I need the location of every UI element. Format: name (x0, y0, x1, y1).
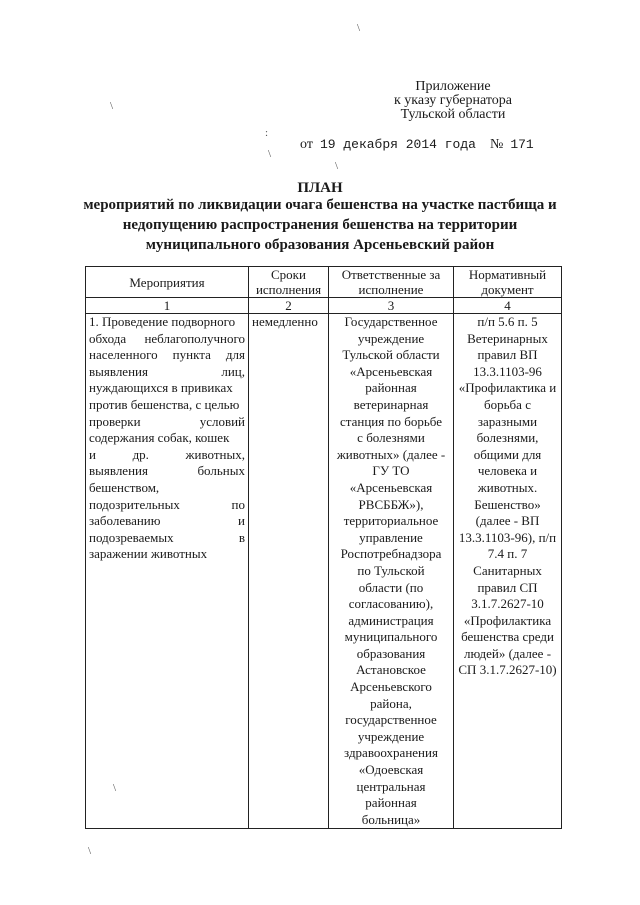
responsible-line: администрация (348, 612, 434, 628)
responsible-line: управление (359, 529, 423, 545)
document-line: 3.1.7.2627-10 (471, 596, 544, 612)
measure-word: лиц, (221, 363, 245, 379)
document-line: «Профилактика и (458, 380, 557, 396)
decree-number-label: № (489, 137, 504, 152)
responsible-line: Государственное (344, 314, 438, 329)
measure-line (89, 447, 245, 464)
responsible-line: станция по борьбе (340, 413, 442, 429)
responsible-line: по Тульской (357, 562, 425, 578)
document-line: Санитарных (473, 562, 542, 578)
measure-word: больных (197, 463, 245, 479)
measure-line (89, 364, 245, 381)
document-line: СП 3.1.7.2627-10) (458, 662, 557, 678)
plan-title: ПЛАН (297, 180, 343, 196)
measure-line (89, 380, 245, 397)
responsible-line: Арсеньевского (350, 679, 432, 695)
scan-mark: \ (335, 160, 339, 172)
responsible-line: районная (365, 795, 417, 811)
responsible-line: государственное (345, 712, 437, 728)
measure-line (89, 414, 245, 431)
responsible-line: ГУ ТО (372, 463, 410, 479)
document-line: общими для (473, 446, 542, 462)
document-line: 13.3.1103-96 (473, 363, 542, 379)
scan-mark: \ (268, 148, 272, 160)
plan-subtitle (70, 195, 570, 255)
scan-mark: \ (113, 782, 117, 794)
responsible-line: Роспотребнадзора (340, 546, 442, 562)
measure-line (89, 530, 245, 547)
responsible-line: учреждение (357, 728, 425, 744)
measure-line (89, 347, 245, 364)
measure-word: нуждающихся в привиках (89, 380, 233, 396)
responsible-line: муниципального (344, 629, 438, 645)
document-line: 13.3.1103-96), п/п (458, 529, 557, 545)
responsible-line: животных» (далее - (336, 446, 446, 462)
measure-word: выявления (89, 463, 148, 479)
responsible-line: района, (370, 695, 412, 711)
responsible-cell (329, 314, 454, 829)
measure-line (89, 497, 245, 514)
document-line: человека и (477, 463, 538, 479)
document-line: болезнями, (476, 430, 539, 446)
subtitle-line: мероприятий по ликвидации очага бешенства на участке пастбища и (83, 197, 557, 213)
scan-mark: \ (110, 100, 114, 112)
measure-line (89, 463, 245, 480)
decree-prefix: от (300, 137, 313, 152)
scan-mark: : (265, 127, 269, 139)
appendix-block (368, 80, 538, 122)
responsible-line: здравоохранения (344, 745, 438, 761)
document-line: Ветеринарных (467, 330, 548, 346)
column-number-row (86, 298, 562, 314)
responsible-line: «Арсеньевская (349, 479, 433, 495)
measure-line (89, 430, 245, 447)
document-line: (далее - ВП (475, 513, 540, 529)
column-header-measures: Мероприятия (86, 267, 249, 298)
measure-word: проверки (89, 413, 141, 429)
document-line: «Профилактика (463, 612, 552, 628)
measure-word: обхода (89, 330, 127, 346)
table-row (86, 314, 562, 829)
column-number: 3 (329, 298, 454, 314)
column-number: 4 (454, 298, 562, 314)
measure-word: населенного (89, 347, 158, 363)
subtitle-line: муниципального образования Арсеньевский район (145, 237, 495, 253)
measure-line (89, 513, 245, 530)
document-line: 7.4 п. 7 (487, 546, 528, 562)
responsible-line: ветеринарная (353, 396, 429, 412)
scan-mark: \ (357, 22, 361, 34)
table-header-row (86, 267, 562, 298)
measure-word: животных, (185, 446, 245, 462)
measure-word: бешенством, (89, 479, 160, 495)
responsible-line: больница» (361, 811, 421, 827)
measure-word: по (231, 496, 245, 512)
measure-word: против бешенства, с целью (89, 396, 240, 412)
decree-date: 19 декабря 2014 года (319, 137, 476, 152)
responsible-line: учреждение (357, 330, 425, 346)
measure-word: и (238, 513, 245, 529)
measure-word: заражении животных (89, 546, 208, 562)
measure-word: др. (132, 446, 149, 462)
column-number: 2 (249, 298, 329, 314)
measure-word: пункта (172, 347, 211, 363)
appendix-line: Тульской области (400, 107, 506, 122)
responsible-line: центральная (356, 778, 426, 794)
column-header-deadline: Сроки исполнения (249, 267, 329, 298)
appendix-line: Приложение (415, 79, 491, 94)
document-line: борьба с (484, 396, 531, 412)
responsible-line: Тульской области (342, 347, 440, 363)
measure-word: для (225, 347, 245, 363)
measure-line (89, 546, 245, 563)
document-line: бешенства среди (461, 629, 554, 645)
responsible-line: РВСББЖ»), (358, 496, 424, 512)
responsible-line: «Одоевская (358, 762, 424, 778)
measure-line (89, 480, 245, 497)
document-cell (454, 314, 562, 829)
measure-word: заболеванию (89, 513, 161, 529)
subtitle-line: недопущению распространения бешенства на территории (122, 217, 518, 233)
measure-word: и (89, 446, 96, 462)
measure-cell (86, 314, 249, 829)
decree-reference (300, 138, 534, 152)
measure-word: содержания собак, кошек (89, 430, 230, 446)
responsible-line: Астановское (356, 662, 426, 678)
appendix-line: к указу губернатора (393, 93, 513, 108)
document-line: правил ВП (477, 347, 538, 363)
measure-word: подозреваемых (89, 529, 174, 545)
responsible-line: с болезнями (357, 430, 425, 446)
column-header-responsible: Ответственные за исполнение (329, 267, 454, 298)
document-line: животных. (477, 479, 538, 495)
measure-word: выявления (89, 363, 148, 379)
measure-word: неблагополучного (144, 330, 245, 346)
column-header-document: Нормативный документ (454, 267, 562, 298)
document-line: заразными (477, 413, 538, 429)
responsible-line: территориальное (343, 513, 439, 529)
responsible-line: районная (365, 380, 417, 396)
measure-word: условий (199, 413, 245, 429)
column-number: 1 (86, 298, 249, 314)
measure-line (89, 331, 245, 348)
measure-word: в (238, 529, 245, 545)
responsible-line: согласованию), (348, 596, 434, 612)
document-line: людей» (далее - (463, 645, 552, 661)
measure-line (89, 397, 245, 414)
document-line: п/п 5.6 п. 5 (477, 314, 538, 329)
responsible-line: «Арсеньевская (349, 363, 433, 379)
measure-line (89, 314, 245, 331)
document-line: правил СП (477, 579, 538, 595)
measure-word: 1. Проведение подворного (89, 314, 236, 329)
scan-mark: \ (88, 845, 92, 857)
document-line: Бешенство» (474, 496, 541, 512)
decree-number: 171 (510, 137, 534, 152)
deadline-cell: немедленно (249, 314, 329, 829)
plan-table (85, 266, 562, 829)
measure-word: подозрительных (89, 496, 180, 512)
responsible-line: образования (356, 645, 426, 661)
responsible-line: области (по (358, 579, 424, 595)
